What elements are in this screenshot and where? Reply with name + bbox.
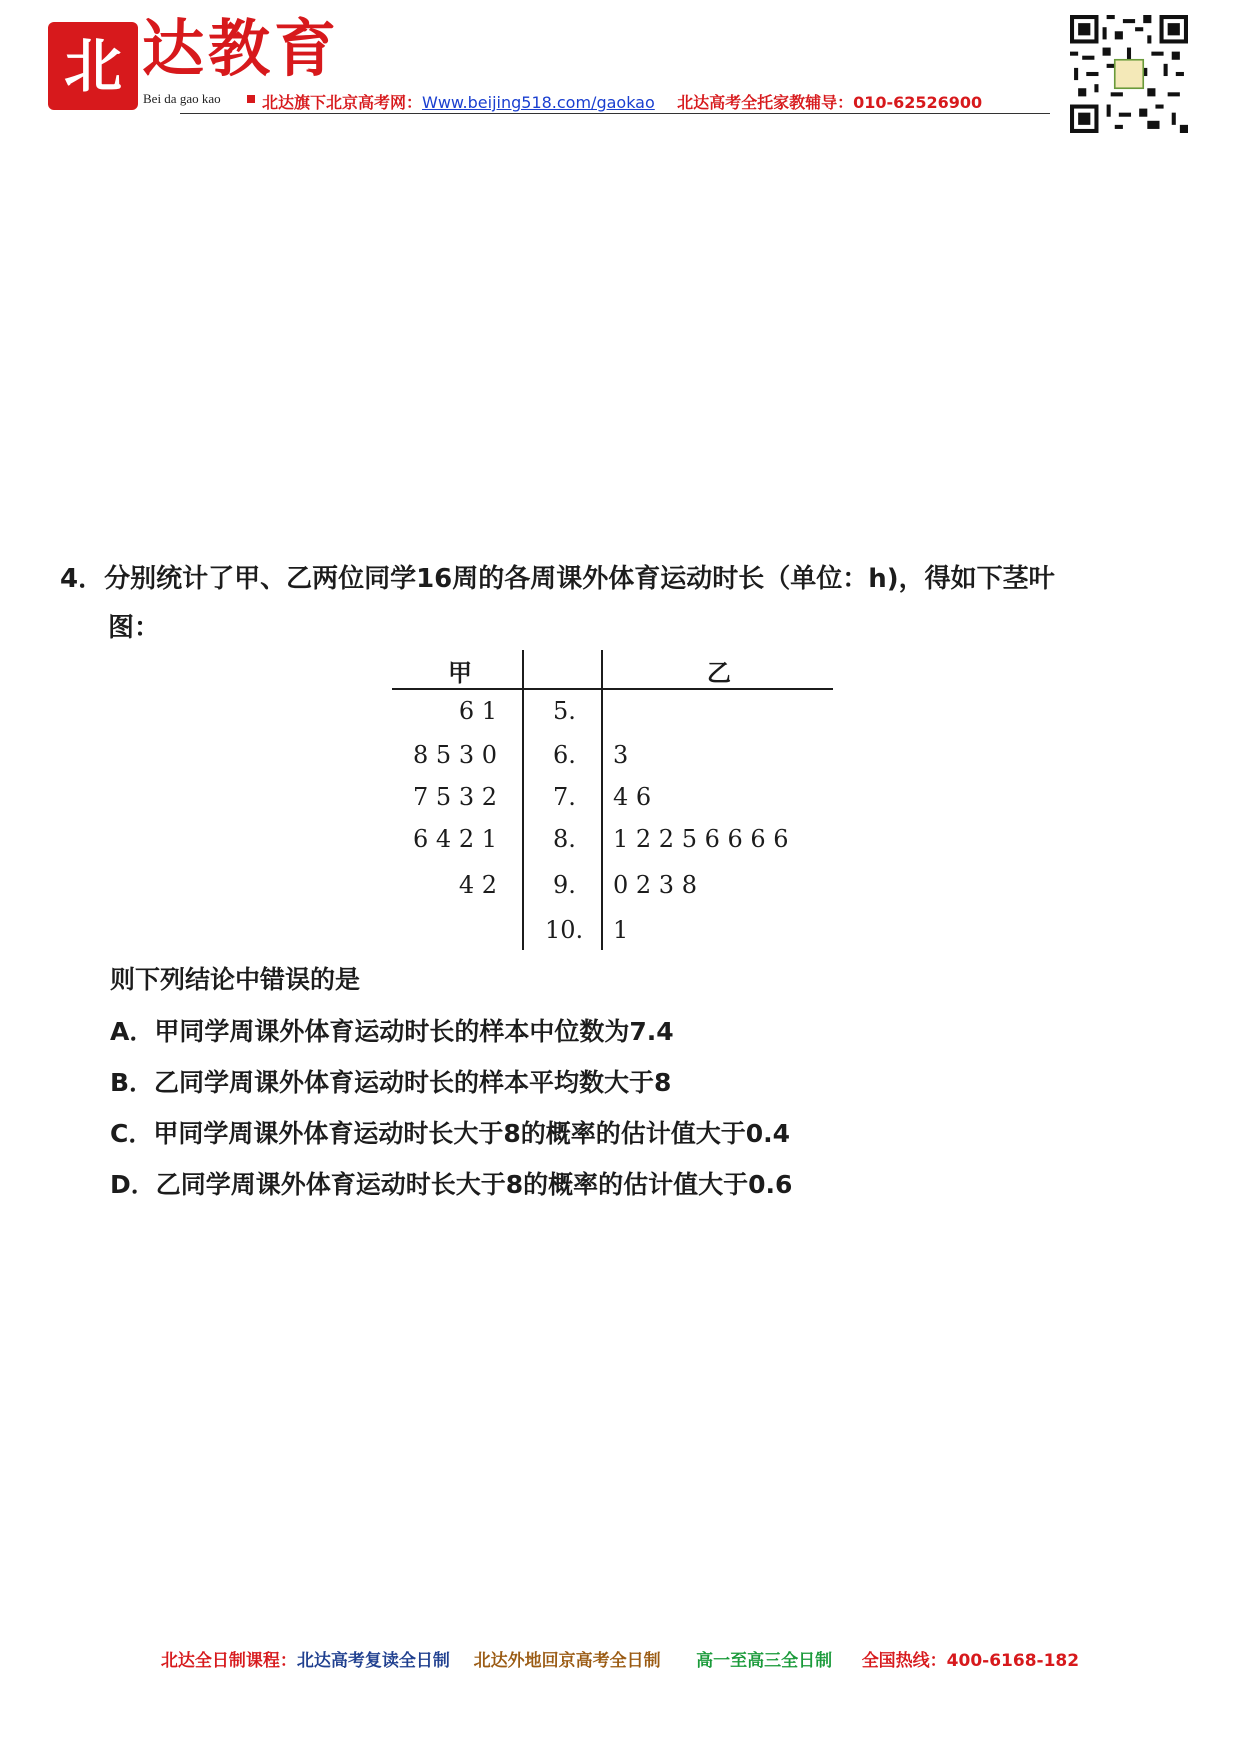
footer-course-return: 北达外地回京高考全日制 (473, 1651, 661, 1671)
leaf-left: 7 5 3 2 (413, 783, 497, 811)
logo-char: 北 (63, 32, 122, 100)
stem-leaf-top-rule (392, 688, 833, 690)
option-b: B．乙同学周课外体育运动时长的样本平均数大于8 (110, 1068, 672, 1097)
header-divider (180, 113, 1050, 114)
stem: 10. (545, 916, 584, 944)
option-a: A．甲同学周课外体育运动时长的样本中位数为7.4 (110, 1017, 674, 1046)
site-link[interactable]: Www.beijing518.com/gaokao (422, 93, 655, 112)
stem: 9. (553, 871, 576, 899)
footer-course-grades: 高一至高三全日制 (696, 1651, 833, 1671)
stem: 8. (553, 825, 576, 853)
leaf-left: 6 1 (458, 697, 497, 725)
option-d: D．乙同学周课外体育运动时长大于8的概率的估计值大于0.6 (110, 1170, 793, 1199)
question-stem: 4．分别统计了甲、乙两位同学16周的各周课外体育运动时长（单位：h)，得如下茎叶 (60, 564, 1055, 594)
stem-leaf-header-left: 甲 (448, 659, 472, 687)
leaf-right: 1 (613, 916, 629, 944)
stem: 5. (553, 697, 576, 725)
bullet-square-icon (247, 95, 255, 103)
leaf-left: 4 2 (458, 871, 497, 899)
question-stem-continued: 图： (108, 613, 161, 643)
leaf-right: 4 6 (613, 783, 652, 811)
stem: 7. (553, 783, 576, 811)
footer-label: 北达全日制课程： (160, 1651, 297, 1671)
stem-leaf-left-rule (522, 650, 524, 950)
leaf-right: 1 2 2 5 6 6 6 6 (613, 825, 789, 853)
footer-hotline: 全国热线：400-6168-182 (861, 1651, 1080, 1671)
site-label: 北达旗下北京高考网： (262, 93, 423, 112)
option-c: C．甲同学周课外体育运动时长大于8的概率的估计值大于0.4 (110, 1119, 791, 1148)
leaf-right: 0 2 3 8 (613, 871, 697, 899)
brand-name: 达教育 (142, 12, 341, 85)
qr-code-icon (1070, 15, 1188, 133)
leaf-right: 3 (613, 741, 629, 769)
stem: 6. (553, 741, 576, 769)
tutor-label: 北达高考全托家教辅导：010-62526900 (677, 93, 983, 112)
leaf-left: 6 4 2 1 (413, 825, 497, 853)
footer (0, 1646, 1240, 1671)
leaf-left: 8 5 3 0 (413, 741, 497, 769)
stem-leaf-header-right: 乙 (707, 659, 731, 687)
brand-pinyin: Bei da gao kao (143, 91, 221, 106)
stem-leaf-right-rule (601, 650, 603, 950)
logo (48, 22, 138, 110)
footer-course-repeat: 北达高考复读全日制 (296, 1651, 450, 1671)
question-prompt: 则下列结论中错误的是 (110, 965, 361, 994)
header-info (262, 90, 982, 113)
